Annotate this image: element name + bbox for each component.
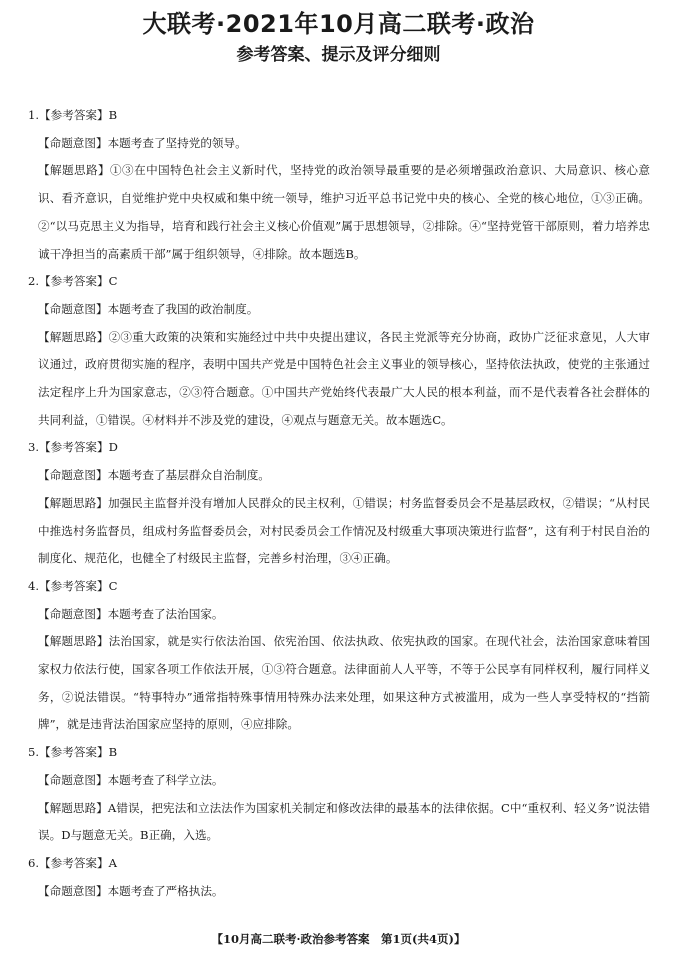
question-intent: 【命题意图】本题考查了我国的政治制度。 (38, 301, 259, 316)
answer-list (28, 102, 650, 905)
page-title: 大联考·2021年10月高二联考·政治 (142, 10, 535, 38)
question-block-2 (28, 268, 650, 434)
question-answer: 6.【参考答案】A (28, 855, 117, 870)
question-block-1 (28, 102, 650, 268)
question-answer: 5.【参考答案】B (28, 745, 118, 760)
question-answer: 2.【参考答案】C (28, 274, 118, 289)
question-reasoning: 【解题思路】加强民主监督并没有增加人民群众的民主权利，①错误；村务监督委员会不是基层政权，②错误；“从村民中推选村务监督员，组成村务监督委员会，对村民委员会工作情况及村级重大事项决策进行监督”，这有利于村民自治的制度化、规范化，也健全了村级民主监督，完善乡村治理，③④正确。 (38, 495, 650, 566)
question-reasoning: 【解题思路】①③在中国特色社会主义新时代，坚持党的政治领导最重要的是必须增强政治意识、大局意识、核心意识、看齐意识，自觉维护党中央权威和集中统一领导，维护习近平总书记党中央的核心、全党的核心地位，①③正确。②“以马克思主义为指导，培育和践行社会主义核心价值观”属于思想领导，②排除。④“坚持党管干部原则，着力培养忠诚干净担当的高素质干部”属于组织领导，④排除。故本题选B。 (38, 163, 650, 261)
question-reasoning: 【解题思路】A错误，把宪法和立法法作为国家机关制定和修改法律的最基本的法律依据。C中“重权利、轻义务”说法错误。D与题意无关。B正确，入选。 (38, 800, 650, 843)
question-answer: 1.【参考答案】B (28, 108, 118, 122)
question-intent: 【命题意图】本题考查了坚持党的领导。 (38, 135, 247, 150)
question-block-6 (28, 850, 650, 905)
question-answer: 4.【参考答案】C (28, 578, 118, 593)
page-subtitle: 参考答案、提示及评分细则 (236, 45, 441, 65)
question-block-3 (28, 434, 650, 573)
question-reasoning: 【解题思路】法治国家，就是实行依法治国、依宪治国、依法执政、依宪执政的国家。在现代社会，法治国家意味着国家权力依法行使，国家各项工作依法开展，①③符合题意。法律面前人人平等，不等于公民享有同样权利，履行同样义务，②说法错误。“特事特办”通常指特殊事情用特殊办法来处理，如果这种方式被滥用，成为一些人享受特权的“挡箭牌”，就是违背法治国家应坚持的原则，④应排除。 (38, 634, 650, 732)
question-block-5 (28, 739, 650, 850)
question-reasoning: 【解题思路】②③重大政策的决策和实施经过中共中央提出建议，各民主党派等充分协商，政协广泛征求意见，人大审议通过，政府贯彻实施的程序，表明中国共产党是中国特色社会主义事业的领导核心，坚持依法执政，使党的主张通过法定程序上升为国家意志，②③符合题意。①中国共产党始终代表最广大人民的根本利益，而不是代表着各社会群体的共同利益，①错误。④材料并不涉及党的建设，④观点与题意无关。故本题选C。 (38, 329, 650, 427)
question-block-4 (28, 573, 650, 739)
question-intent: 【命题意图】本题考查了法治国家。 (38, 606, 224, 621)
question-intent: 【命题意图】本题考查了科学立法。 (38, 772, 224, 787)
question-answer: 3.【参考答案】D (28, 440, 118, 455)
page-footer: 【10月高二联考·政治参考答案 第1页(共4页)】 (211, 932, 466, 946)
question-intent: 【命题意图】本题考查了基层群众自治制度。 (38, 468, 270, 483)
question-intent: 【命题意图】本题考查了严格执法。 (38, 883, 224, 898)
